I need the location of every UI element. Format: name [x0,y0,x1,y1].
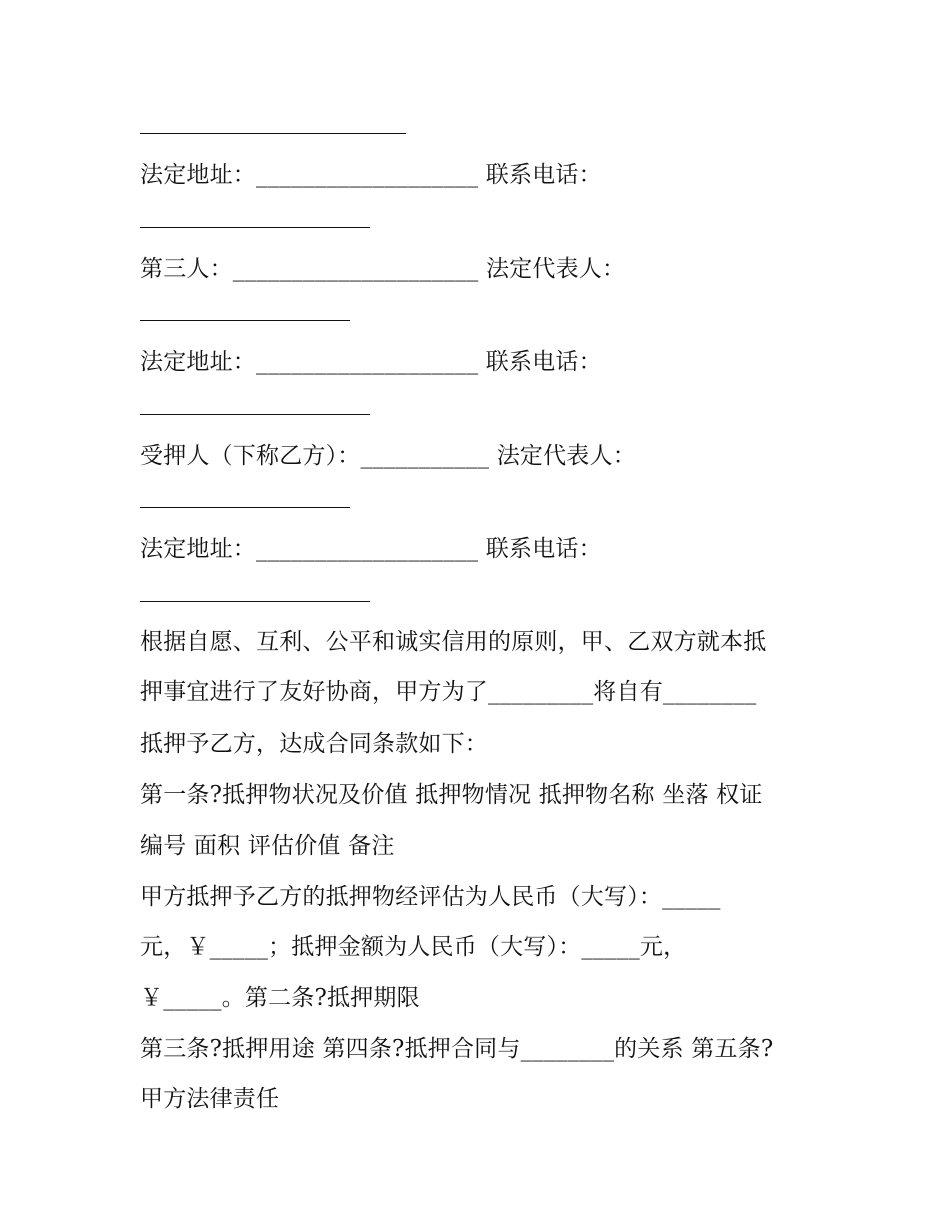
fill-in-blank[interactable] [140,507,350,508]
article-three-line: 第三条?抵押用途 第四条?抵押合同与________的关系 第五条? [140,1036,774,1062]
fill-in-blank[interactable] [140,320,350,321]
third-party-line: 第三人：_____________________ 法定代表人： [140,256,626,282]
body-text-line: 元，￥_____；抵押金额为人民币（大写）：_____元， [140,934,687,960]
address-phone-line: 法定地址：___________________ 联系电话： [140,536,602,562]
fill-in-blank[interactable] [140,414,370,415]
body-text-line: 甲方法律责任 [140,1086,280,1112]
mortgagee-line: 受押人（下称乙方）：___________ 法定代表人： [140,443,636,469]
article-one-line: 第一条?抵押物状况及价值 抵押物情况 抵押物名称 坐落 权证 [140,782,763,808]
body-text-line: 编号 面积 评估价值 备注 [140,833,395,859]
article-two-line: ￥_____。第二条?抵押期限 [140,985,420,1011]
body-text-line: 根据自愿、互利、公平和诚实信用的原则，甲、乙双方就本抵 [140,629,767,655]
body-text-line: 甲方抵押予乙方的抵押物经评估为人民币（大写）：_____ [140,884,721,910]
body-text-line: 押事宜进行了友好协商，甲方为了_________将自有________ [140,679,757,705]
fill-in-blank[interactable] [140,601,370,602]
fill-in-blank[interactable] [140,227,370,228]
body-text-line: 抵押予乙方，达成合同条款如下： [140,731,488,757]
address-phone-line: 法定地址：___________________ 联系电话： [140,349,602,375]
address-phone-line: 法定地址：___________________ 联系电话： [140,162,602,188]
fill-in-blank[interactable] [140,133,406,134]
